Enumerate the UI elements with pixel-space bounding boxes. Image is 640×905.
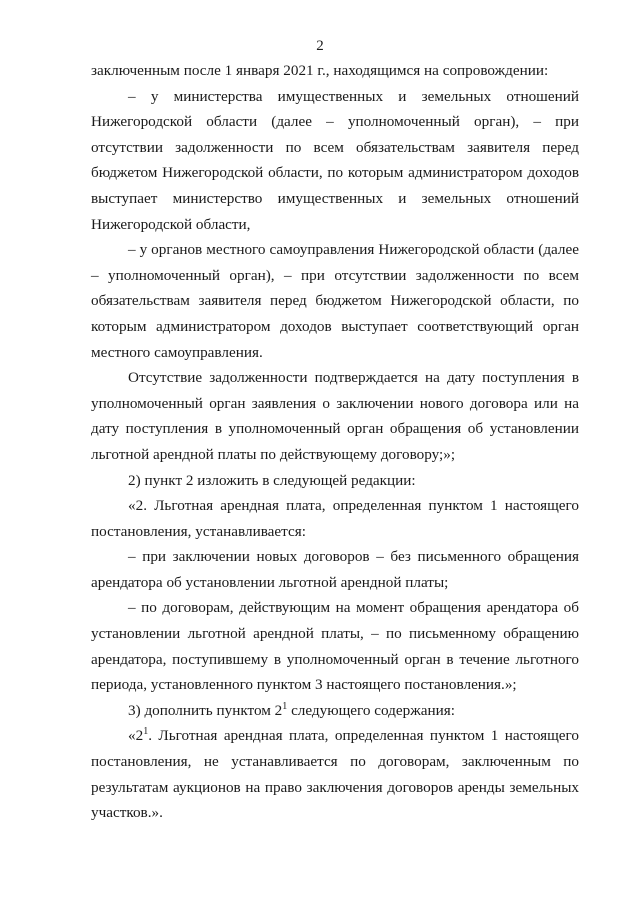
paragraph-existing-contracts: – по договорам, действующим на момент обращения арендатора об установлении льготной арендной платы, – по письменному обращению арендатора, поступившему в уполномоченный орган в течение льготного периода, установленного пунктом 3 настоящего постановления.»; bbox=[91, 599, 579, 694]
paragraph-item-2-1-end: . Льготная арендная плата, определенная пунктом 1 настоящего постановления, не устанавливается по договорам, заключенным по результатам аукционов на право заключения договоров аренды земельных участков.». bbox=[91, 727, 579, 822]
paragraph-continuation: заключенным после 1 января 2021 г., находящимся на сопровождении: bbox=[91, 62, 549, 79]
paragraph-item-3-heading bbox=[91, 698, 579, 724]
paragraph-debt-confirmation: Отсутствие задолженности подтверждается на дату поступления в уполномоченный орган заявления о заключении нового договора или на дату поступления в уполномоченный орган обращения об установлении льготной арендной платы по действующему договору;»; bbox=[91, 369, 579, 463]
document-body bbox=[91, 58, 579, 826]
paragraph-item-2-1-text bbox=[91, 723, 579, 825]
paragraph-local-government-clause: – у органов местного самоуправления Нижегородской области (далее – уполномоченный орган), – при отсутствии задолженности по всем обязательствам заявителя перед бюджетом Нижегородской области, по которым администратором доходов выступает соответствующий орган местного самоуправления. bbox=[91, 241, 579, 361]
paragraph-item-3-heading-end: следующего содержания: bbox=[287, 701, 455, 719]
paragraph-item-3-heading-start: 3) дополнить пунктом 2 bbox=[128, 701, 283, 719]
superscript-one: 1 bbox=[143, 726, 149, 738]
paragraph-new-contracts: – при заключении новых договоров – без письменного обращения арендатора об установлении льготной арендной платы; bbox=[91, 548, 579, 591]
paragraph-item-2-text: «2. Льготная арендная плата, определенная пунктом 1 настоящего постановления, устанавливается: bbox=[91, 497, 579, 540]
superscript-one: 1 bbox=[282, 700, 288, 712]
paragraph-ministry-clause: – у министерства имущественных и земельных отношений Нижегородской области (далее – уполномоченный орган), – при отсутствии задолженности по всем обязательствам заявителя перед бюджетом Нижегородской области, по которым администратором доходов выступает министерство имущественных и земельных отношений Нижегородской области, bbox=[91, 87, 579, 233]
paragraph-item-2-heading: 2) пункт 2 изложить в следующей редакции: bbox=[128, 471, 416, 489]
paragraph-item-2-1-start: «2 bbox=[128, 727, 144, 745]
page-number: 2 bbox=[316, 38, 324, 54]
